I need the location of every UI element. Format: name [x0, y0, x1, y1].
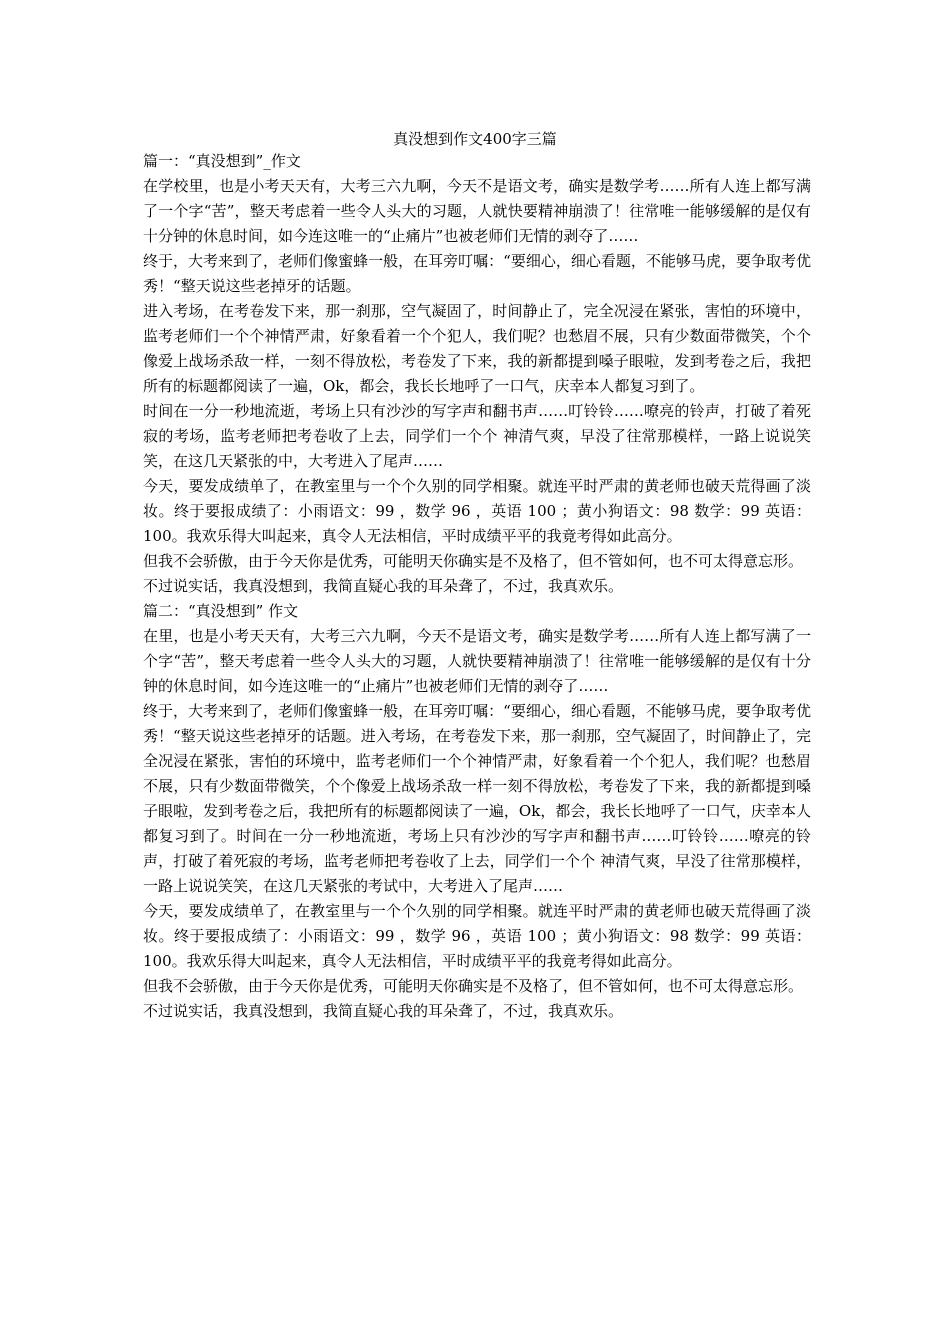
paragraph: 但我不会骄傲，由于今天你是优秀，可能明天你确实是不及格了，但不管如何，也不可太得意忘形。: [143, 977, 804, 995]
paragraph: 今天，要发成绩单了，在教室里与一个个久别的同学相聚。就连平时严肃的黄老师也破天荒得画了淡妆。终于要报成绩了：小雨语文：99 ，数学 96 ，英语 100 ；黄小狗语文：98 数学：99 英语：100。我欢乐得大叫起来，真令人无法相信，平时成绩平平的我竟考得如此高分。: [143, 902, 811, 970]
section-heading-1: 篇一：“真没想到”_作文: [143, 152, 301, 170]
paragraph: 终于，大考来到了，老师们像蜜蜂一般，在耳旁叮嘱：“要细心，细心看题，不能够马虎，要争取考优秀！“整天说这些老掉牙的话题。进入考场，在考卷发下来，那一刹那，空气凝固了，时间静止了，完全况浸在紧张，害怕的环境中，监考老师们一个个神情严肃，好象看着一个个犯人，我们呢？也愁眉不展，只有少数面带微笑，个个像爱上战场杀敌一样一刻不得放松，考卷发了下来，我的新都提到嗓子眼啦，发到考卷之后，我把所有的标题都阅读了一遍，Ok，都会，我长长地呼了一口气，庆幸本人都复习到了。时间在一分一秒地流逝，考场上只有沙沙的写字声和翻书声……叮铃铃……嘹亮的铃声，打破了着死寂的考场，监考老师把考卷收了上去，同学们一个个 神清气爽，早没了往常那模样，一路上说说笑笑，在这几天紧张的考试中，大考进入了尾声……: [143, 702, 811, 895]
paragraph: 在里，也是小考天天有，大考三六九啊，今天不是语文考，确实是数学考……所有人连上都写满了一个字“苦”，整天考虑着一些令人头大的习题，人就快要精神崩溃了！往常唯一能够缓解的是仅有十分钟的休息时间，如今连这唯一的“止痛片”也被老师们无情的剥夺了……: [143, 627, 811, 695]
paragraph: 不过说实话，我真没想到，我简直疑心我的耳朵聋了，不过，我真欢乐。: [143, 577, 624, 595]
section-heading-2: 篇二：“真没想到” 作文: [143, 602, 299, 620]
paragraph: 在学校里，也是小考天天有，大考三六九啊，今天不是语文考，确实是数学考……所有人连上都写满了一个字“苦”，整天考虑着一些令人头大的习题，人就快要精神崩溃了！往常唯一能够缓解的是仅有十分钟的休息时间，如今连这唯一的“止痛片”也被老师们无情的剥夺了……: [143, 177, 811, 245]
paragraph: 今天，要发成绩单了，在教室里与一个个久别的同学相聚。就连平时严肃的黄老师也破天荒得画了淡妆。终于要报成绩了：小雨语文：99 ，数学 96 ，英语 100 ；黄小狗语文：98 数学：99 英语：100。我欢乐得大叫起来，真令人无法相信，平时成绩平平的我竟考得如此高分。: [143, 477, 811, 545]
paragraph: 终于，大考来到了，老师们像蜜蜂一般，在耳旁叮嘱：“要细心，细心看题，不能够马虎，要争取考优秀！“整天说这些老掉牙的话题。: [143, 252, 811, 295]
paragraph: 不过说实话，我真没想到，我简直疑心我的耳朵聋了，不过，我真欢乐。: [143, 1002, 624, 1020]
paragraph: 但我不会骄傲，由于今天你是优秀，可能明天你确实是不及格了，但不管如何，也不可太得意忘形。: [143, 552, 804, 570]
document-body: [143, 149, 811, 1024]
paragraph: 进入考场，在考卷发下来，那一刹那，空气凝固了，时间静止了，完全况浸在紧张，害怕的环境中，监考老师们一个个神情严肃，好象看着一个个犯人，我们呢？也愁眉不展，只有少数面带微笑，个个像爱上战场杀敌一样，一刻不得放松，考卷发了下来，我的新都提到嗓子眼啦，发到考卷之后，我把所有的标题都阅读了一遍，Ok，都会，我长长地呼了一口气，庆幸本人都复习到了。: [143, 302, 811, 395]
paragraph: 时间在一分一秒地流逝，考场上只有沙沙的写字声和翻书声……叮铃铃……嘹亮的铃声，打破了着死寂的考场，监考老师把考卷收了上去，同学们一个个 神清气爽，早没了往常那模样，一路上说说笑笑，在这几天紧张的中，大考进入了尾声……: [143, 402, 811, 470]
document-title: 真没想到作文400字三篇: [393, 130, 557, 148]
